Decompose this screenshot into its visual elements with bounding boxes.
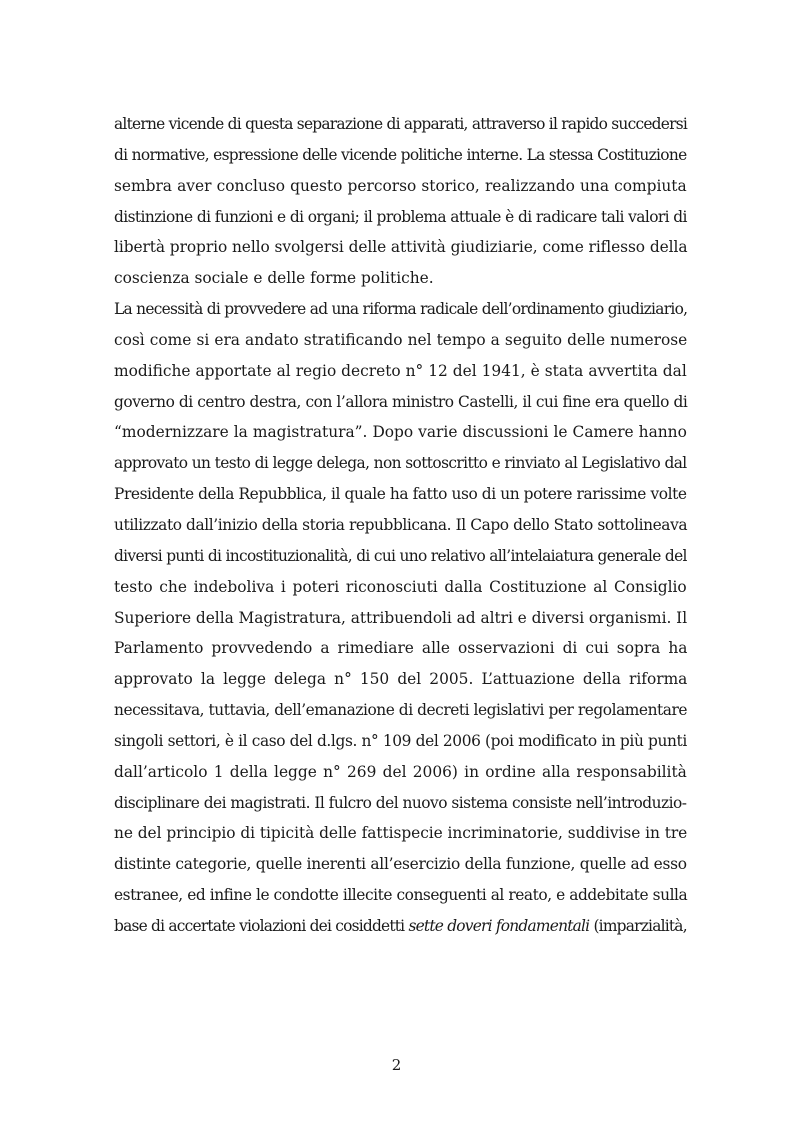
text-line: distinzione di funzioni e di organi; il problema attuale è di radicare tali valori di [114, 207, 687, 226]
text-line: disciplinare dei magistrati. Il fulcro del nuovo sistema consiste nell’introduzio- [114, 793, 687, 812]
page-number: 2 [391, 1056, 402, 1074]
text-segment: (imparzialità, [589, 916, 687, 935]
text-line: singoli settori, è il caso del d.lgs. n° 109 del 2006 (poi modificato in più punti [114, 731, 687, 750]
text-line: “modernizzare la magistratura”. Dopo varie discussioni le Camere hanno [114, 423, 687, 442]
text-line: di normative, espressione delle vicende politiche interne. La stessa Costituzione [114, 145, 687, 164]
text-line: estranee, ed infine le condotte illecite conseguenti al reato, e addebitate sulla [114, 886, 688, 905]
text-line-final [114, 911, 687, 942]
text-line: necessitava, tuttavia, dell’emanazione di decreti legislativi per regolamentare [114, 701, 688, 720]
italic-phrase: sette doveri fondamentali [408, 916, 590, 935]
text-line: utilizzato dall’inizio della storia repubblicana. Il Capo dello Stato sottolineava [114, 515, 688, 534]
text-line: ne del principio di tipicità delle fattispecie incriminatorie, suddivise in tre [114, 824, 688, 843]
text-line: approvato un testo di legge delega, non sottoscritto e rinviato al Legislativo dal [114, 454, 687, 473]
text-line: sembra aver concluso questo percorso storico, realizzando una compiuta [114, 176, 687, 195]
body-text [114, 109, 687, 942]
text-line: distinte categorie, quelle inerenti all’esercizio della funzione, quelle ad esso [114, 855, 687, 874]
text-line: Presidente della Repubblica, il quale ha fatto uso di un potere rarissime volte [114, 485, 687, 504]
text-line: Superiore della Magistratura, attribuendoli ad altri e diversi organismi. Il [114, 608, 688, 627]
text-line: governo di centro destra, con l’allora ministro Castelli, il cui fine era quello di [114, 392, 688, 411]
text-line: dall’articolo 1 della legge n° 269 del 2006) in ordine alla responsabilità [114, 762, 687, 781]
text-line: così come si era andato stratificando nel tempo a seguito delle numerose [114, 330, 688, 349]
text-line: approvato la legge delega n° 150 del 2005. L’attuazione della riforma [114, 670, 688, 689]
text-line: testo che indeboliva i poteri riconosciuti dalla Costituzione al Consiglio [114, 577, 687, 596]
text-line: diversi punti di incostituzionalità, di cui uno relativo all’intelaiatura generale del [114, 546, 687, 565]
text-line: Parlamento provvedendo a rimediare alle osservazioni di cui sopra ha [114, 639, 688, 658]
text-line: libertà proprio nello svolgersi delle attività giudiziarie, come riflesso della [114, 238, 688, 257]
text-line: coscienza sociale e delle forme politiche. [114, 269, 434, 288]
text-segment: base di accertate violazioni dei cosiddetti [114, 916, 409, 935]
text-line: modifiche apportate al regio decreto n° 12 del 1941, è stata avvertita dal [114, 361, 687, 380]
text-line: La necessità di provvedere ad una riforma radicale dell’ordinamento giudiziario, [114, 300, 688, 319]
text-line: alterne vicende di questa separazione di apparati, attraverso il rapido succedersi [114, 115, 688, 133]
